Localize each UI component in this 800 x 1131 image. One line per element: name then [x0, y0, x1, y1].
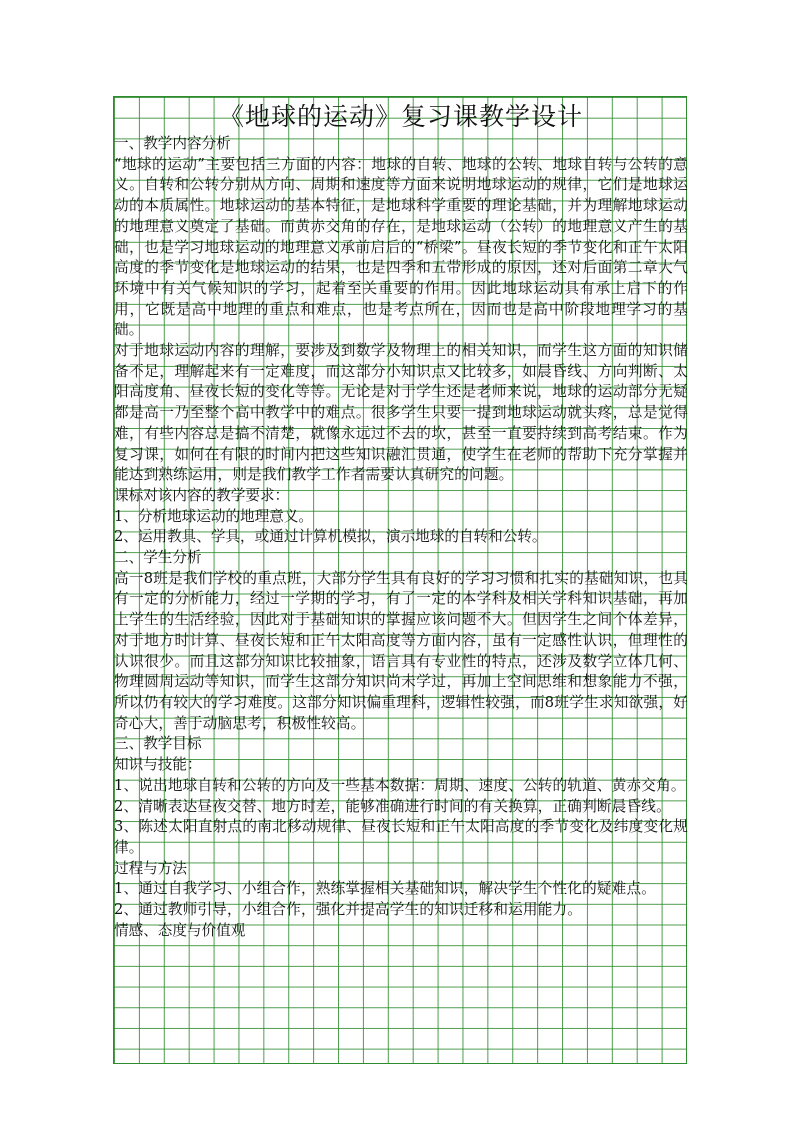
method-goal-2: 2、通过教师引导，小组合作，强化并提高学生的知识迁移和运用能力。	[114, 901, 583, 919]
document-title: 《地球的运动》复习课教学设计	[218, 102, 583, 131]
paragraph-student-analysis: 高一8班是我们学校的重点班，大部分学生具有良好的学习习惯和扎实的基础知识，也具有一定的分析能力，经过一学期的学习，有了一定的本学科及相关学科知识基础，再加上学生的生活经验，因此对于基础知识的掌握应该问题不大。但因学生之间个体差异，对于地方时计算、昼夜长短和正午太阳高度等方面内容，虽有一定感性认识，但理性的认识很少。而且这部分知识比较抽象，语言具有专业性的特点，还涉及数学立体几何、物理圆周运动等知识，而学生这部分知识尚未学过，再加上空间思维和想象能力不强，所以仍有较大的学习难度。这部分知识偏重理科，逻辑性较强，而8班学生求知欲强，好奇心大，善于动脑思考，积极性较高。	[114, 569, 688, 732]
subheading-emotion-attitude-values: 情感、态度与价值观	[114, 921, 246, 939]
requirement-item-1: 1、分析地球运动的地理意义。	[114, 507, 314, 525]
subheading-process-methods: 过程与方法	[114, 859, 187, 877]
requirement-item-2: 2、运用教具、学具，或通过计算机模拟，演示地球的自转和公转。	[114, 528, 547, 546]
method-goal-1: 1、通过自我学习、小组合作，熟练掌握相关基础知识，解决学生个性化的疑难点。	[114, 880, 657, 898]
subheading-knowledge-skills: 知识与技能：	[114, 756, 202, 774]
curriculum-requirements-heading: 课标对该内容的教学要求：	[114, 486, 290, 504]
knowledge-goal-2: 2、清晰表达昼夜交替、地方时差，能够准确进行时间的有关换算，正确判断晨昏线。	[114, 797, 671, 815]
knowledge-goal-3: 3、陈述太阳直射点的南北移动规律、昼夜长短和正午太阳高度的季节变化及纬度变化规律。	[114, 818, 688, 856]
document-body	[114, 100, 688, 941]
section-heading-teaching-goals: 三、教学目标	[114, 735, 202, 753]
knowledge-goal-1: 1、说出地球自转和公转的方向及一些基本数据：周期、速度、公转的轨道、黄赤交角。	[114, 776, 686, 794]
section-heading-student-analysis: 二、学生分析	[114, 549, 202, 567]
section-heading-content-analysis: 一、教学内容分析	[114, 135, 231, 152]
paragraph-content-analysis-1: “地球的运动”主要包括三方面的内容：地球的自转、地球的公转、地球自转与公转的意义。自转和公转分别从方向、周期和速度等方面来说明地球运动的规律，它们是地球运动的本质属性。地球运动的基本特征，是地球科学重要的理论基础，并为理解地球运动的地理意义奠定了基础。而黄赤交角的存在，是地球运动（公转）的地理意义产生的基础，也是学习地球运动的地理意义承前启后的“桥梁”。昼夜长短的季节变化和正午太阳高度的季节变化是地球运动的结果，也是四季和五带形成的原因，还对后面第二章大气环境中有关气候知识的学习，起着至关重要的作用。因此地球运动具有承上启下的作用，它既是高中地理的重点和难点，也是考点所在，因而也是高中阶段地理学习的基础。	[114, 155, 688, 339]
paragraph-content-analysis-2: 对于地球运动内容的理解，要涉及到数学及物理上的相关知识，而学生这方面的知识储备不足，理解起来有一定难度，而这部分小知识点又比较多，如晨昏线、方向判断、太阳高度角、昼夜长短的变化等等。无论是对于学生还是老师来说，地球的运动部分无疑都是高一乃至整个高中教学中的难点。很多学生只要一提到地球运动就头疼，总是觉得难，有些内容总是搞不清楚，就像永远过不去的坎，甚至一直要持续到高考结束。作为复习课，如何在有限的时间内把这些知识融汇贯通，使学生在老师的帮助下充分掌握并能达到熟练运用，则是我们教学工作者需要认真研究的问题。	[114, 342, 688, 484]
